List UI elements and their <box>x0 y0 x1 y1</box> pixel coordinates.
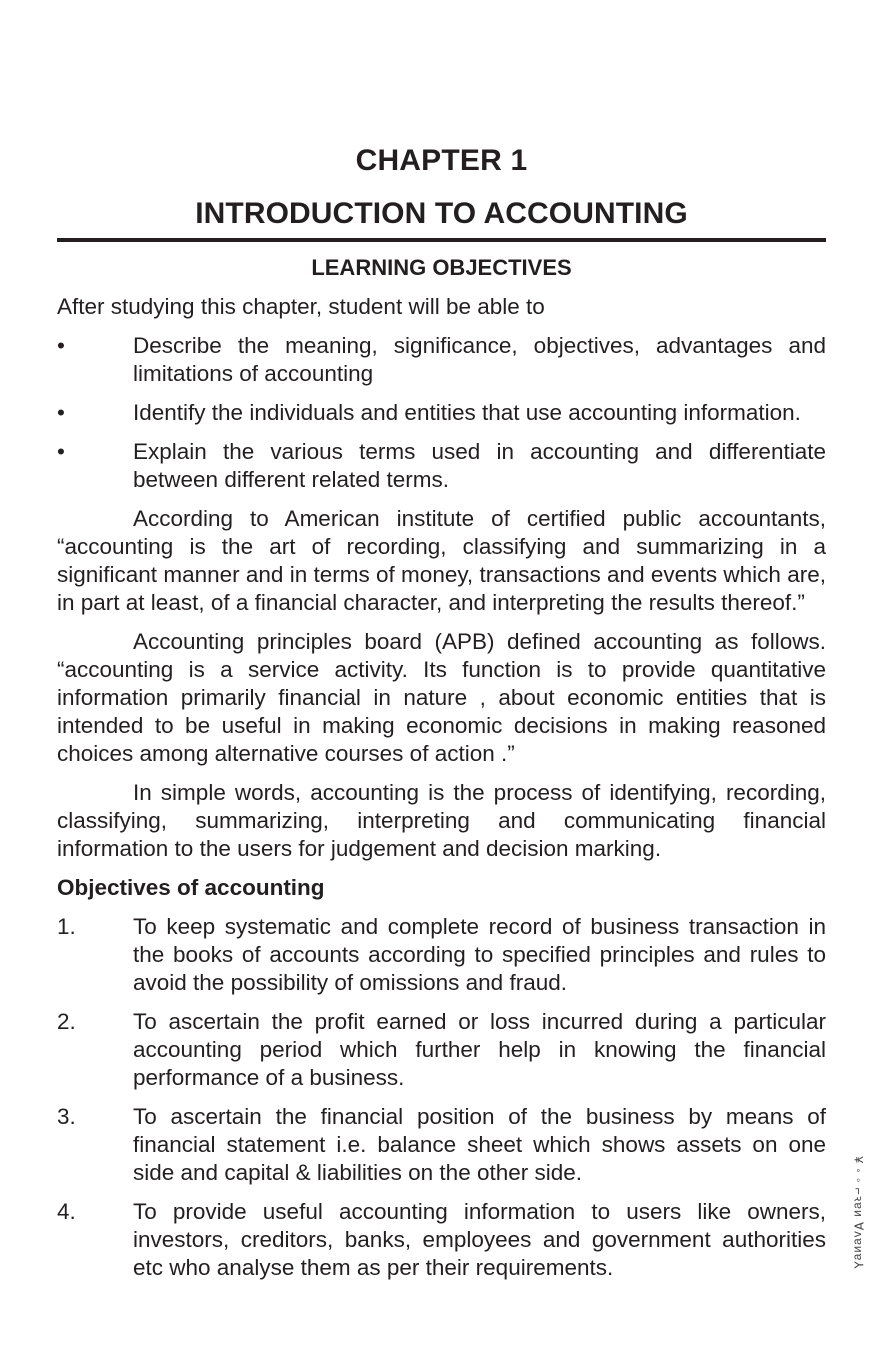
margin-watermark <box>848 1128 870 1298</box>
learning-objective-text: Identify the individuals and entities that use accounting information. <box>133 400 801 425</box>
objective-list-item <box>57 913 826 997</box>
bullet-marker: • <box>57 400 65 425</box>
objective-text: To keep systematic and complete record of business transaction in the books of accounts according to specified principles and rules to avoid the possibility of omissions and fraud. <box>133 914 826 995</box>
bullet-marker: • <box>57 439 65 464</box>
number-marker: 1. <box>57 914 76 939</box>
margin-watermark-text: ¥ ◦ ◦ ⌐ꝛɐᴎ Ɐᴧɐᴎɐ⅄ <box>851 1156 866 1270</box>
number-marker: 4. <box>57 1199 76 1224</box>
chapter-number: CHAPTER 1 <box>355 144 528 177</box>
number-marker: 2. <box>57 1009 76 1034</box>
objective-text: To ascertain the profit earned or loss incurred during a particular accounting period which further help in knowing the financial performance of a business. <box>133 1009 826 1090</box>
simple-definition-paragraph: In simple words, accounting is the process of identifying, recording, classifying, summarizing, interpreting and communicating financial information to the users for judgement and decision marking. <box>57 780 826 861</box>
objectives-intro: After studying this chapter, student will be able to <box>57 294 545 319</box>
learning-objective-text: Describe the meaning, significance, objectives, advantages and limitations of accounting <box>133 333 826 386</box>
aicpa-definition-paragraph: According to American institute of certified public accountants, “accounting is the art of recording, classifying and summarizing in a significant manner and in terms of money, transactions and events which are, in part at least, of a financial character, and interpreting the results thereof.” <box>57 506 826 615</box>
body-text <box>57 293 826 1293</box>
objective-list-item <box>57 1103 826 1187</box>
objective-list-item <box>57 1008 826 1092</box>
learning-objective-item <box>57 332 826 388</box>
learning-objectives-heading: LEARNING OBJECTIVES <box>311 255 572 280</box>
objectives-of-accounting-heading: Objectives of accounting <box>57 875 325 900</box>
bullet-marker: • <box>57 333 65 358</box>
objective-text: To ascertain the financial position of the business by means of financial statement i.e. balance sheet which shows assets on one side and capital & liabilities on the other side. <box>133 1104 826 1185</box>
learning-objective-item <box>57 438 826 494</box>
objective-text: To provide useful accounting information to users like owners, investors, creditors, banks, employees and government authorities etc who analyse them as per their requirements. <box>133 1199 826 1280</box>
objective-list-item <box>57 1198 826 1282</box>
title-divider <box>57 238 826 242</box>
chapter-title: INTRODUCTION TO ACCOUNTING <box>195 197 688 230</box>
learning-objective-text: Explain the various terms used in accounting and differentiate between different related terms. <box>133 439 826 492</box>
number-marker: 3. <box>57 1104 76 1129</box>
learning-objective-item <box>57 399 826 427</box>
apb-definition-paragraph: Accounting principles board (APB) defined accounting as follows. “accounting is a service activity. Its function is to provide quantitative information primarily financial in nature , about economic entities that is intended to be useful in making economic decisions in making reasoned choices among alternative courses of action .” <box>57 629 826 766</box>
